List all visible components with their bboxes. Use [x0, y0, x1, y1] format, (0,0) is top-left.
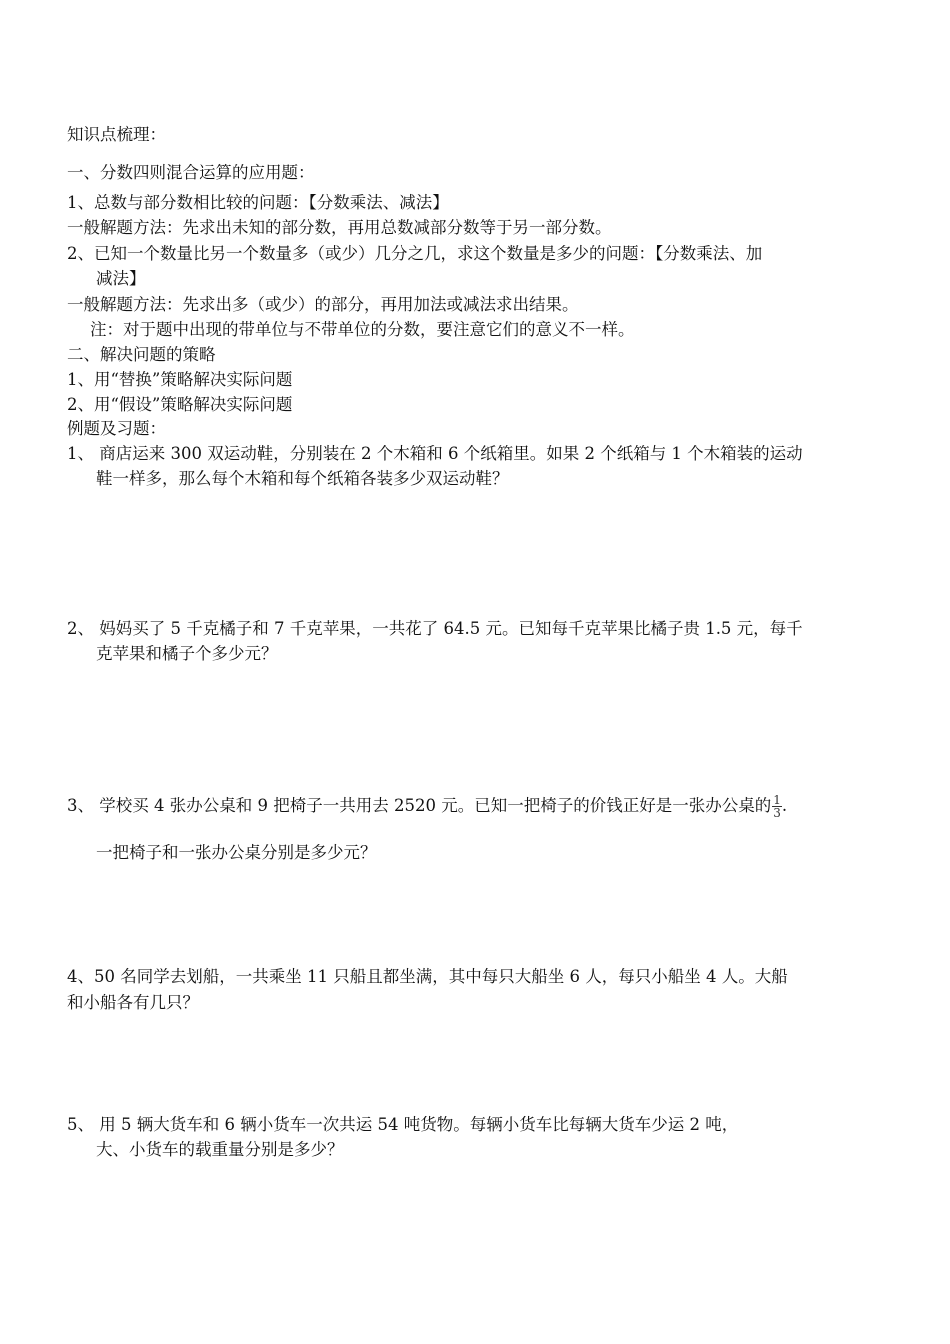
- problem-3-text: 3、 学校买 4 张办公桌和 9 把椅子一共用去 2520 元。已知一把椅子的价钱正好是一张办公桌的: [67, 796, 772, 815]
- section2-item2: 2、用“假设”策略解决实际问题: [67, 395, 293, 414]
- fraction-numerator: 1: [773, 793, 781, 807]
- problem-5-line1: 5、 用 5 辆大货车和 6 辆小货车一次共运 54 吨货物。每辆小货车比每辆大货车少运 2 吨，: [67, 1115, 739, 1134]
- section1-item1-method: 一般解题方法：先求出未知的部分数，再用总数减部分数等于另一部分数。: [67, 218, 612, 237]
- section1-item2-line2: 减法】: [96, 269, 146, 288]
- problem-2-line1: 2、 妈妈买了 5 千克橘子和 7 千克苹果，一共花了 64.5 元。已知每千克苹果比橘子贵 1.5 元，每千: [67, 619, 803, 638]
- section2-title: 二、解决问题的策略: [67, 345, 216, 364]
- problem-2-line2: 克苹果和橘子个多少元？: [96, 644, 278, 663]
- section1-title: 一、分数四则混合运算的应用题：: [67, 163, 315, 182]
- problem-4-line2: 和小船各有几只？: [67, 993, 199, 1012]
- heading: 知识点梳理：: [67, 125, 166, 144]
- fraction-one-third: [772, 794, 782, 819]
- problem-3-line1: [67, 794, 880, 819]
- examples-title: 例题及习题：: [67, 419, 166, 438]
- section1-item1: 1、总数与部分数相比较的问题：【分数乘法、减法】: [67, 193, 449, 212]
- problem-4-line1: 4、50 名同学去划船，一共乘坐 11 只船且都坐满，其中每只大船坐 6 人，每只小船坐 4 人。大船: [67, 967, 788, 986]
- problem-3-line2: 一把椅子和一张办公桌分别是多少元？: [96, 843, 377, 862]
- section2-item1: 1、用“替换”策略解决实际问题: [67, 370, 293, 389]
- problem-5-line2: 大、小货车的载重量分别是多少？: [96, 1140, 344, 1159]
- problem-1-line2: 鞋一样多，那么每个木箱和每个纸箱各装多少双运动鞋？: [96, 469, 509, 488]
- fraction-denominator: 3: [773, 806, 781, 820]
- section1-note: 注：对于题中出现的带单位与不带单位的分数，要注意它们的意义不一样。: [90, 320, 635, 339]
- problem-3-period: .: [781, 796, 788, 815]
- problem-1-line1: 1、 商店运来 300 双运动鞋，分别装在 2 个木箱和 6 个纸箱里。如果 2 个纸箱与 1 个木箱装的运动: [67, 444, 803, 463]
- section1-item2-line1: 2、已知一个数量比另一个数量多（或少）几分之几，求这个数量是多少的问题：【分数乘法、加: [67, 244, 763, 263]
- section1-item2-method: 一般解题方法：先求出多（或少）的部分，再用加法或减法求出结果。: [67, 295, 579, 314]
